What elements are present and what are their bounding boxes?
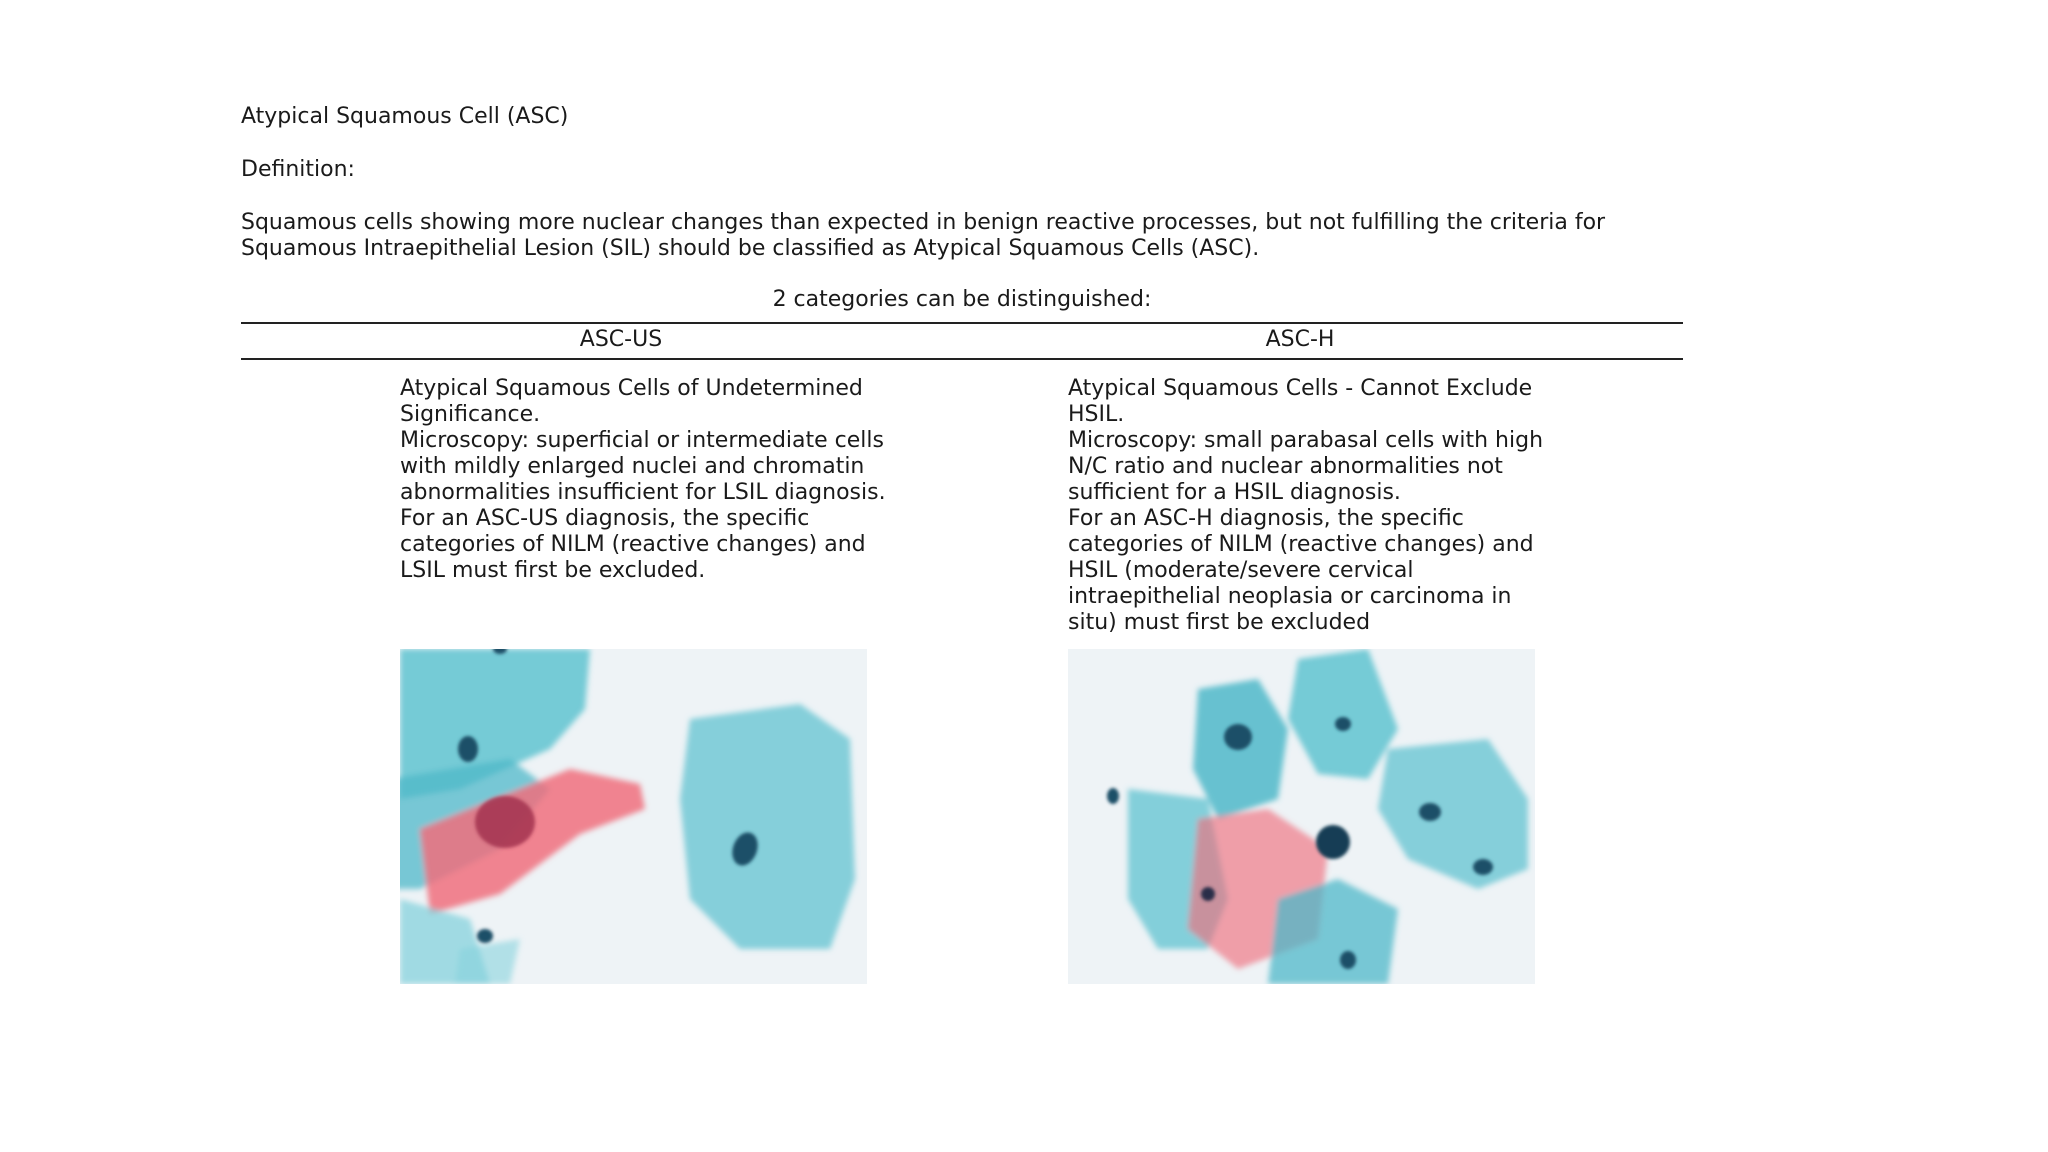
- asc-h-diagnosis-note: For an ASC-H diagnosis, the specific categories of NILM (reactive changes) and HSIL (moderate/severe cervical intraepithelial neoplasia or carcinoma in situ) must first be excluded: [1068, 506, 1534, 635]
- asc-us-microscopy: Microscopy: superficial or intermediate cells with mildly enlarged nuclei and chromatin abnormalities insufficient for LSIL diagnosis.: [400, 428, 886, 505]
- asc-h-micrograph: [1068, 649, 1535, 984]
- asc-us-diagnosis-note: For an ASC-US diagnosis, the specific categories of NILM (reactive changes) and LSIL must first be excluded.: [400, 506, 866, 583]
- asc-h-description: [1068, 376, 1558, 636]
- asc-us-description: [400, 376, 890, 584]
- definition-text: Squamous cells showing more nuclear changes than expected in benign reactive processes, but not fulfilling the criteria for Squamous Intraepithelial Lesion (SIL) should be classified as Atypical Squamous Cells (ASC).: [241, 210, 1606, 261]
- table-top-rule: [241, 322, 1683, 324]
- asc-h-microscopy: Microscopy: small parabasal cells with high N/C ratio and nuclear abnormalities not sufficient for a HSIL diagnosis.: [1068, 428, 1544, 505]
- asc-h-full-name: Atypical Squamous Cells - Cannot Exclude HSIL.: [1068, 376, 1533, 427]
- definition-label: Definition:: [241, 157, 355, 182]
- column-header-asc-us: ASC-US: [579, 327, 663, 352]
- document-title: Atypical Squamous Cell (ASC): [241, 104, 569, 129]
- column-header-asc-h: ASC-H: [1265, 327, 1335, 352]
- categories-caption: 2 categories can be distinguished:: [772, 287, 1152, 312]
- table-header-rule: [241, 358, 1683, 360]
- asc-us-micrograph: [400, 649, 867, 984]
- asc-us-full-name: Atypical Squamous Cells of Undetermined Significance.: [400, 376, 863, 427]
